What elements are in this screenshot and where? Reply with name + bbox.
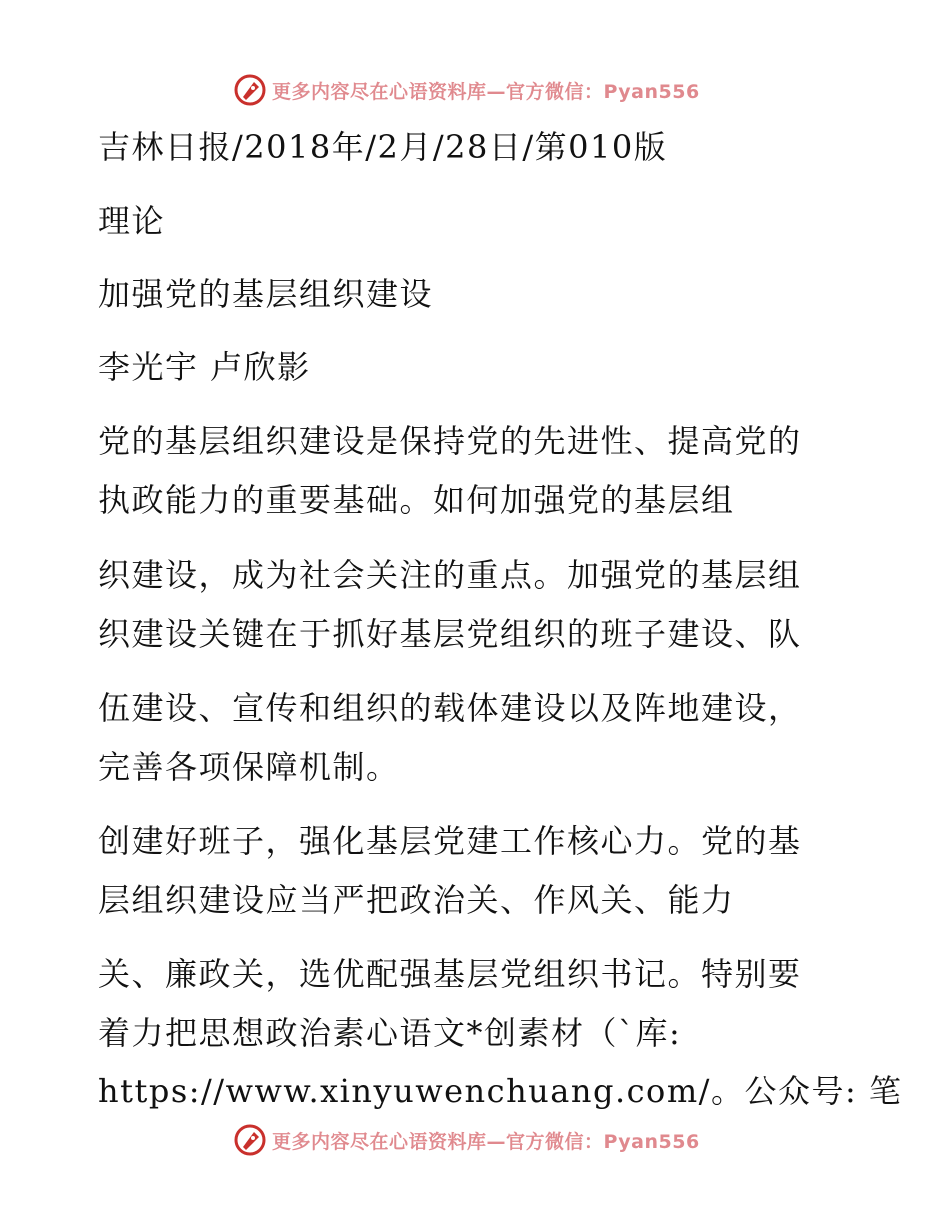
- dateline: 吉林日报/2018年/2月/28日/第010版: [98, 128, 668, 166]
- body-line: 执政能力的重要基础。如何加强党的基层组: [98, 481, 735, 519]
- article-authors: 李光宇 卢欣影: [98, 348, 311, 386]
- header-watermark: [234, 73, 700, 107]
- body-line: 着力把思想政治素心语文*创素材（`库:: [98, 1014, 682, 1052]
- body-line: 层组织建设应当严把政治关、作风关、能力: [98, 881, 735, 919]
- body-line: 关、廉政关，选优配强基层党组织书记。特别要: [98, 955, 802, 993]
- body-line: 织建设关键在于抓好基层党组织的班子建设、队: [98, 615, 802, 653]
- pen-nib-logo-icon: [234, 74, 266, 106]
- body-line: https://www.xinyuwenchuang.com/。公众号: 笔: [98, 1072, 903, 1110]
- body-line: 完善各项保障机制。: [98, 748, 400, 786]
- watermark-text: 更多内容尽在心语资料库—官方微信：Pyan556: [272, 80, 700, 103]
- body-line: 创建好班子，强化基层党建工作核心力。党的基: [98, 822, 802, 860]
- body-line: 伍建设、宣传和组织的载体建设以及阵地建设，: [98, 689, 802, 727]
- body-line: 党的基层组织建设是保持党的先进性、提高党的: [98, 422, 802, 460]
- body-line: 织建设，成为社会关注的重点。加强党的基层组: [98, 556, 802, 594]
- article-title: 加强党的基层组织建设: [98, 275, 434, 313]
- footer-watermark: [234, 1123, 700, 1157]
- pen-nib-logo-icon: [234, 1124, 266, 1156]
- section-label: 理论: [98, 202, 166, 240]
- watermark-text: 更多内容尽在心语资料库—官方微信：Pyan556: [272, 1130, 700, 1153]
